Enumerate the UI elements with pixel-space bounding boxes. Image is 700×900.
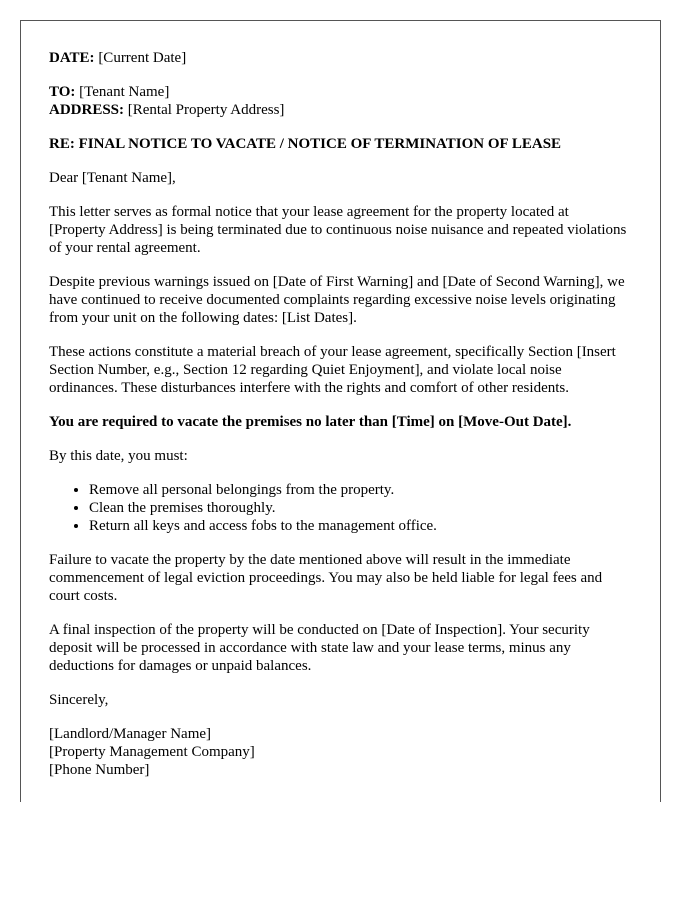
list-item: • Clean the premises thoroughly. [89, 499, 629, 517]
to-label: TO: [49, 84, 76, 100]
paragraph-notice: This letter serves as formal notice that your lease agreement for the property located at [Property Address] is being terminated due to continuous noise nuisance and repeated violations of your rental agreement. [49, 204, 627, 256]
date-line [49, 49, 629, 67]
date-value: [Current Date] [98, 50, 187, 66]
vacate-requirement: You are required to vacate the premises no later than [Time] on [Move-Out Date]. [49, 414, 572, 430]
subject-line: RE: FINAL NOTICE TO VACATE / NOTICE OF TERMINATION OF LEASE [49, 136, 562, 152]
signature-phone: [Phone Number] [49, 762, 150, 778]
paragraph-eviction: Failure to vacate the property by the date mentioned above will result in the immediate commencement of legal eviction proceedings. You may also be held liable for legal fees and court costs. [49, 552, 603, 604]
closing: Sincerely, [49, 692, 109, 708]
signature-name: [Landlord/Manager Name] [49, 726, 212, 742]
paragraph-warnings: Despite previous warnings issued on [Date of First Warning] and [Date of Second Warning], we have continued to receive documented complaints regarding excessive noise levels originating from your unit on the following dates: [List Dates]. [49, 274, 625, 326]
letter-body [49, 49, 629, 779]
address-label: ADDRESS: [49, 102, 125, 118]
list-item: • Return all keys and access fobs to the management office. [89, 517, 629, 535]
to-value: [Tenant Name] [79, 84, 170, 100]
address-value: [Rental Property Address] [127, 102, 285, 118]
paragraph-breach: These actions constitute a material breach of your lease agreement, specifically Section [Insert Section Number, e.g., Section 12 regarding Quiet Enjoyment], and violate local noise ordinances. These disturbances interfere with the rights and comfort of other residents. [49, 344, 616, 396]
address-line [49, 101, 629, 119]
letter-page [20, 20, 661, 802]
to-line [49, 83, 629, 101]
salutation: Dear [Tenant Name], [49, 170, 176, 186]
paragraph-inspection: A final inspection of the property will be conducted on [Date of Inspection]. Your security deposit will be processed in accordance with state law and your lease terms, minus any deductions for damages or unpaid balances. [49, 622, 590, 674]
list-item: • Remove all personal belongings from the property. [89, 481, 629, 499]
list-intro: By this date, you must: [49, 448, 188, 464]
signature-company: [Property Management Company] [49, 744, 255, 760]
date-label: DATE: [49, 50, 95, 66]
requirements-list [49, 481, 629, 535]
